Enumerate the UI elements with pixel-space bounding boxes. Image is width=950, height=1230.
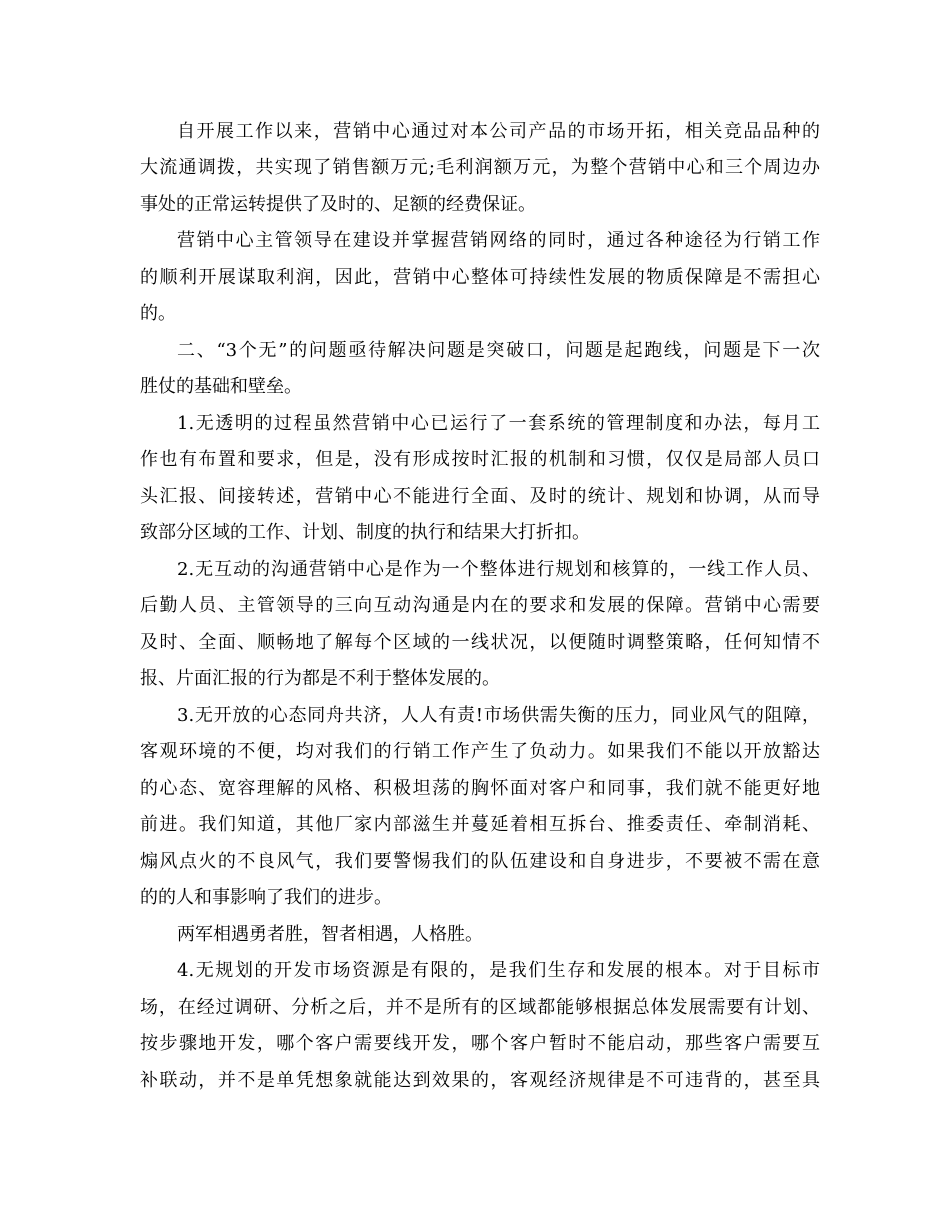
text-line: 2.无互动的沟通营销中心是作为一个整体进行规划和核算的，一线工作人员、 [177,559,820,580]
text-line: 自开展工作以来，营销中心通过对本公司产品的市场开拓，相关竞品品种的 [177,121,820,142]
text-line: 前进。我们知道，其他厂家内部滋生并蔓延着相互拆台、推委责任、牵制消耗、 [140,814,820,835]
text-line: 的的人和事影响了我们的进步。 [140,887,392,908]
text-line: 胜仗的基础和壁垒。 [140,376,302,397]
text-line: 作也有布置和要求，但是，没有形成按时汇报的机制和习惯，仅仅是局部人员口 [140,449,820,470]
text-line: 的心态、宽容理解的风格、积极坦荡的胸怀面对客户和同事，我们就不能更好地 [140,778,820,799]
text-line: 按步骤地开发，哪个客户需要线开发，哪个客户暂时不能启动，那些客户需要互 [140,1033,820,1054]
text-line: 煽风点火的不良风气，我们要警惕我们的队伍建设和自身进步，不要被不需在意 [140,851,820,872]
text-line: 补联动，并不是单凭想象就能达到效果的，客观经济规律是不可违背的，甚至具 [140,1070,820,1091]
text-line: 报、片面汇报的行为都是不利于整体发展的。 [140,668,500,689]
text-line: 二、“3个无”的问题亟待解决问题是突破口，问题是起跑线，问题是下一次 [177,340,820,361]
text-line: 客观环境的不便，均对我们的行销工作产生了负动力。如果我们不能以开放豁达 [140,741,820,762]
text-line: 1.无透明的过程虽然营销中心已运行了一套系统的管理制度和办法，每月工 [177,413,820,434]
text-line: 头汇报、间接转述，营销中心不能进行全面、及时的统计、规划和协调，从而导 [140,486,820,507]
text-line: 大流通调拨，共实现了销售额万元;毛利润额万元，为整个营销中心和三个周边办 [140,157,820,178]
text-line: 事处的正常运转提供了及时的、足额的经费保证。 [140,194,536,215]
text-line: 致部分区域的工作、计划、制度的执行和结果大打折扣。 [140,522,590,543]
text-line: 营销中心主管领导在建设并掌握营销网络的同时，通过各种途径为行销工作 [177,230,820,251]
text-line: 场，在经过调研、分析之后，并不是所有的区域都能够根据总体发展需要有计划、 [140,997,820,1018]
text-line: 的顺利开展谋取利润，因此，营销中心整体可持续性发展的物质保障是不需担心 [140,267,820,288]
text-line: 两军相遇勇者胜，智者相遇，人格胜。 [177,924,483,945]
text-line: 后勤人员、主管领导的三向互动沟通是内在的要求和发展的保障。营销中心需要 [140,595,820,616]
text-line: 4.无规划的开发市场资源是有限的，是我们生存和发展的根本。对于目标市 [177,960,820,981]
text-line: 的。 [140,303,176,324]
text-line: 3.无开放的心态同舟共济，人人有责!市场供需失衡的压力，同业风气的阻障， [177,705,820,726]
text-line: 及时、全面、顺畅地了解每个区域的一线状况，以便随时调整策略，任何知情不 [140,632,820,653]
